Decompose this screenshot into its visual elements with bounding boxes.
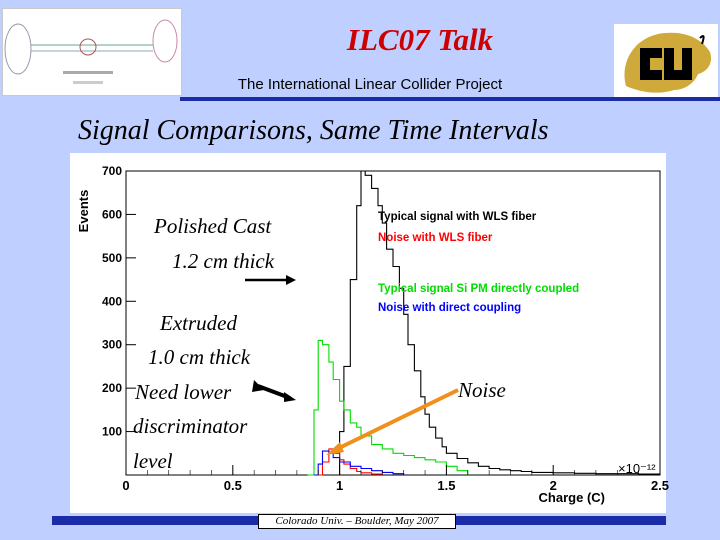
footer-rule-right <box>456 516 666 525</box>
x-tick-label: 1 <box>335 478 344 493</box>
y-tick-label: 300 <box>101 337 122 352</box>
y-tick-label: 500 <box>101 250 122 265</box>
arrow-noise <box>335 390 458 450</box>
annotation-need-line1: Need lower <box>135 380 232 404</box>
x-tick-label: 2 <box>549 478 557 493</box>
legend-entry: Noise with direct coupling <box>378 302 522 314</box>
y-tick-label: 100 <box>101 424 122 439</box>
slide-heading: Signal Comparisons, Same Time Intervals <box>78 115 549 146</box>
y-tick-label: 700 <box>101 164 122 178</box>
x-tick-label: 2.5 <box>650 478 670 493</box>
legend-entry: Noise with WLS fiber <box>378 232 493 244</box>
page-title: ILC07 Talk <box>346 22 494 57</box>
annotation-extruded-line2: 1.0 cm thick <box>148 345 251 369</box>
x-tick-label: 0 <box>122 478 130 493</box>
annotation-polished-line2: 1.2 cm thick <box>172 249 275 273</box>
page-subtitle: The International Linear Collider Project <box>237 76 503 93</box>
annotation-extruded-line1: Extruded <box>160 311 237 335</box>
legend-entry: Typical signal with WLS fiber <box>378 211 537 223</box>
annotation-polished-line1: Polished Cast <box>154 214 272 238</box>
y-tick-label: 600 <box>101 207 122 222</box>
y-tick-label: 400 <box>101 294 122 309</box>
annotation-need-line3: level <box>133 449 173 473</box>
footer-text: Colorado Univ. – Boulder, May 2007 <box>258 514 456 529</box>
x-tick-label: 1.5 <box>437 478 456 493</box>
x-tick-label: 0.5 <box>223 478 242 493</box>
y-tick-label: 200 <box>101 381 122 396</box>
x-multiplier-label: ×10⁻¹² <box>618 461 656 476</box>
annotation-need-line2: discriminator <box>133 414 248 438</box>
annotation-noise: Noise <box>458 378 506 402</box>
footer-rule-left <box>52 516 258 525</box>
x-axis-label: Charge (C) <box>538 490 605 505</box>
legend-entry: Typical signal Si PM directly coupled <box>378 283 580 295</box>
y-axis-label: Events <box>76 189 91 233</box>
arrow-polished-head <box>286 275 296 285</box>
